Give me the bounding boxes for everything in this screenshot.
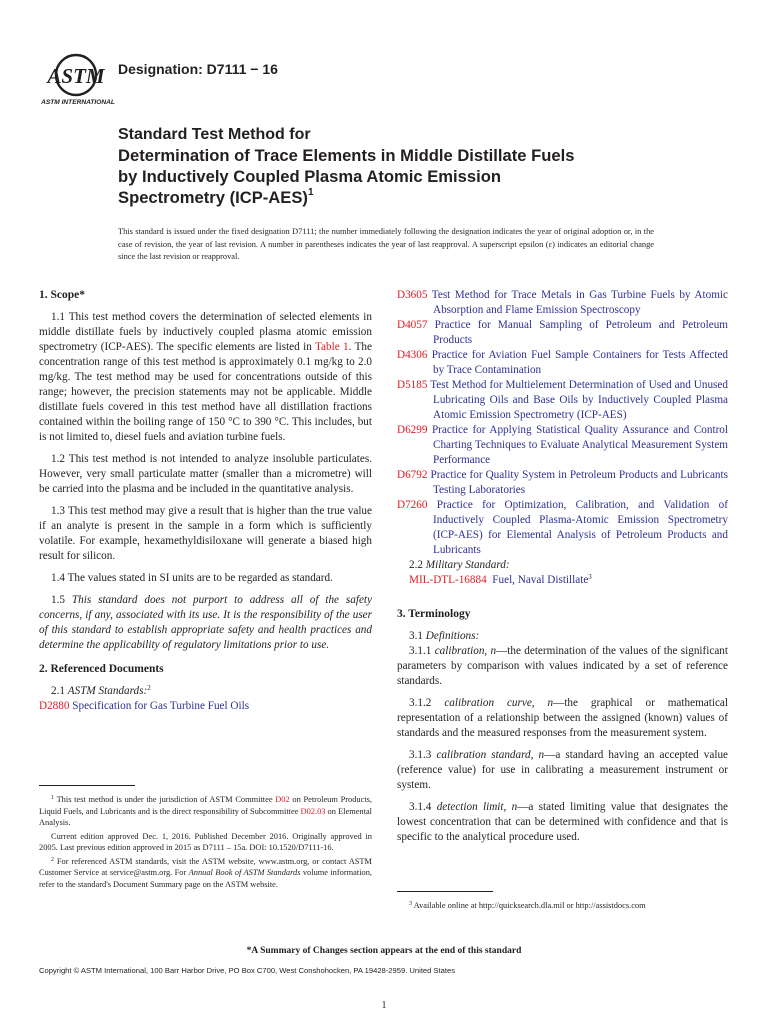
page-number: 1 <box>381 1000 387 1011</box>
ref-item[interactable]: D7260 Practice for Optimization, Calibration, and Validation of Inductively Coupled Plasma-Atomic Emission Spectrometry (ICP-AES) for Elemental Analysis of Petroleum Products and Lubricants <box>397 499 728 556</box>
ref-item[interactable]: D4057 Practice for Manual Sampling of Petroleum and Petroleum Products <box>397 319 729 346</box>
ref-item[interactable]: D3605 Test Method for Trace Metals in Gas Turbine Fuels by Atomic Absorption and Flame Emission Spectroscopy <box>397 289 728 316</box>
footnotes <box>39 794 372 892</box>
scope-1-5: 1.5 This standard does not purport to address all of the safety concerns, if any, associated with its use. It is the responsibility of the user of this standard to establish appropriate safety and health practices and determine the applicability of regulatory limitations prior to use. <box>39 594 373 651</box>
left-column <box>39 288 372 714</box>
title-line-2: Determination of Trace Elements in Middle Distillate Fuels <box>118 146 575 165</box>
title-footnote-mark: 1 <box>307 187 314 198</box>
scope-1-4: 1.4 The values stated in SI units are to be regarded as standard. <box>51 572 333 584</box>
ref-item[interactable]: D2880 Specification for Gas Turbine Fuel Oils <box>39 700 250 712</box>
ref-item[interactable]: D6792 Practice for Quality System in Petroleum Products and Lubricants Testing Laboratories <box>397 469 728 496</box>
copyright: Copyright © ASTM International, 100 Barr Harbor Drive, PO Box C700, West Conshohocken, PA 19428-2959. United States <box>39 966 456 975</box>
summary-of-changes-note: *A Summary of Changes section appears at the end of this standard <box>246 946 522 956</box>
right-column <box>397 288 728 852</box>
footnote-1-edition: Current edition approved Dec. 1, 2016. Published December 2016. Originally approved in 2005. Last previous edition approved in 2015 as D7111 – 15a. DOI: 10.1520/D7111-16. <box>39 831 372 852</box>
referenced-documents-heading: 2. Referenced Documents <box>39 663 164 675</box>
footnote-divider <box>39 785 135 786</box>
footnote-3: $^3$ Available online at http://quicksearch.dla.mil or http://assistdocs.com <box>409 901 646 910</box>
mil-standard-item[interactable]: MIL-DTL-16884 Fuel, Naval Distillate$^3$ <box>409 573 592 586</box>
scope-1-1: 1.1 This test method covers the determination of selected elements in middle distillate fuels by inductively coupled plasma atomic emission spectrometry (ICP-AES). The specific elements are listed in Table 1. The concentration range of this test method is approximately 0.1 mg/kg to 2.0 mg/kg. The test method may be used for concentrations outside of this range; however, the precision statements may not be applicable. Middle distillate fuels covered in this test method have all distillation fractions contained within the boiling range of 150 °C to 390 °C. This includes, but is not limited to, diesel fuels and aviation turbine fuels. <box>39 311 372 443</box>
terminology-heading: 3. Terminology <box>397 608 471 620</box>
logo-text: ASTM INTERNATIONAL <box>41 99 115 106</box>
ref-item[interactable]: D4306 Practice for Aviation Fuel Sample Containers for Tests Affected by Trace Contamination <box>397 349 728 376</box>
ref-item[interactable]: D6299 Practice for Applying Statistical Quality Assurance and Control Charting Techniques to Evaluate Analytical Measurement System Performance <box>397 424 729 466</box>
scope-1-2: 1.2 This test method is not intended to analyze insoluble particulates. However, very small particulate matter (smaller than a micrometre) will be carried into the plasma and be included in the quantitative analysis. <box>39 453 372 495</box>
military-standard-label: 2.2 Military Standard: <box>409 559 510 571</box>
definition-item: 3.1.4 detection limit, n—a stated limiting value that designates the lowest concentration that can be determined with confidence and that is specific to the analytical procedure used. <box>397 801 729 843</box>
footnote-divider <box>397 891 493 892</box>
title-line-3: by Inductively Coupled Plasma Atomic Emission <box>118 167 501 186</box>
title-line-4: Spectrometry $(ICP-AES)^1$ <box>118 187 314 207</box>
footnote-1: $^1$ This test method is under the jurisdiction of ASTM Committee D02 on Petroleum Products, Liquid Fuels, and Lubricants and is the direct responsibility of Subcommittee D02.03 on Elemental Analysis. <box>39 795 372 827</box>
subcommittee-d02-03-link[interactable]: D02.03 <box>300 806 326 816</box>
definition-item: 3.1.2 calibration curve, n—the graphical or mathematical representation of a relationship between the assigned (known) values of standards and the measured responses from the measurement system. <box>397 697 728 739</box>
definition-item: 3.1.3 calibration standard, n—a standard having an accepted value (reference value) for use in calibrating a measurement instrument or system. <box>397 749 729 791</box>
astm-standards-label: 2.1 ASTM Standards:$^2$ <box>51 684 151 697</box>
designation: Designation: D7111 − 16 <box>118 61 278 77</box>
scope-heading: 1. Scope* <box>39 289 85 301</box>
svg-text:ASTM: ASTM <box>47 64 105 88</box>
table-1-link[interactable]: Table 1 <box>314 341 349 353</box>
definition-item: 3.1.1 calibration, n—the determination of the values of the significant parameters by comparison with values indicated by a set of reference standards. <box>397 645 728 687</box>
definitions-label: 3.1 Definitions: <box>409 630 480 642</box>
document-title <box>118 124 678 208</box>
astm-logo <box>41 50 115 108</box>
scope-1-3: 1.3 This test method may give a result that is higher than the true value if an analyte is present in the sample in a form which is sufficiently volatile. For example, hexamethyldisiloxane will generate a biased high result for silicon. <box>39 505 372 562</box>
issuance-note: This standard is issued under the fixed designation D7111; the number immediately following the designation indicates the year of original adoption or, in the case of revision, the year of last revision. A number in parentheses indicates the year of last reapproval. A superscript epsilon (ε) indicates an editorial change since the last revision or reapproval. <box>118 227 654 261</box>
committee-d02-link[interactable]: D02 <box>275 795 290 804</box>
title-line-1: Standard Test Method for <box>118 126 311 143</box>
footnote-2: $^2$ For referenced ASTM standards, visit the ASTM website, www.astm.org, or contact ASTM Customer Service at service@astm.org. For Annual Book of ASTM Standards volume information, refer to the standard's Document Summary page on the ASTM website. <box>39 856 372 889</box>
ref-item[interactable]: D5185 Test Method for Multielement Determination of Used and Unused Lubricating Oils and Base Oils by Inductively Coupled Plasma Atomic Emission Spectrometry (ICP-AES) <box>397 379 728 421</box>
